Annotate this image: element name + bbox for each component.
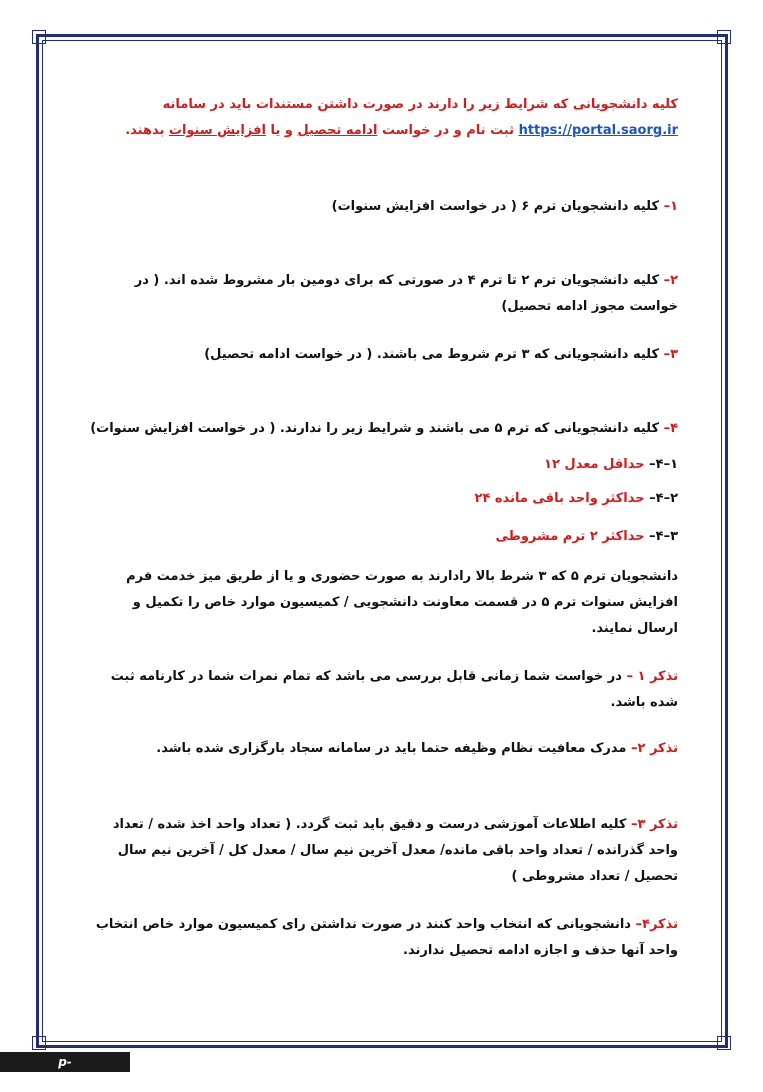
intro-text-4: بدهند.: [125, 123, 165, 138]
instruction-paragraph: دانشجویان ترم ۵ که ۳ شرط بالا رادارند به صورت حضوری و یا از طریق میز خدمت فرم افزایش سنوات ترم ۵ در قسمت معاونت دانشجویی / کمیسیون موارد خاص را تکمیل و ارسال نمایند.: [126, 569, 678, 636]
intro-text-2: ثبت نام و در خواست: [381, 123, 515, 138]
sub-item: [88, 486, 678, 512]
note-text: کلیه اطلاعات آموزشی درست و دقیق باید ثبت گردد. ( تعداد واحد اخذ شده / تعداد واحد گذرانده / تعداد واحد باقی مانده/ معدل آخرین نیم سال / معدل کل / آخرین نیم سال تحصیل / تعداد مشروطی ): [112, 817, 678, 884]
sub-item: [88, 452, 678, 478]
item-number: ۱–: [663, 199, 678, 214]
intro-paragraph: [88, 92, 678, 144]
note: [88, 736, 678, 762]
note-text: در خواست شما زمانی قابل بررسی می باشد که تمام نمرات شما در کارنامه ثبت شده باشد.: [110, 669, 678, 710]
border-corner-ornament: [32, 1036, 46, 1050]
sub-item-number: ۳–۴–: [649, 529, 678, 544]
border-corner-ornament: [32, 30, 46, 44]
note-label: تذکر ۲–: [630, 741, 678, 756]
border-corner-ornament: [717, 1036, 731, 1050]
note: [88, 912, 678, 964]
note: [88, 664, 678, 716]
sub-item: [88, 524, 678, 550]
list-item: [88, 268, 678, 320]
item-text: کلیه دانشجویان ترم ۲ تا ترم ۴ در صورتی که برای دومین بار مشروط شده اند. ( در خواست مجوز ادامه تحصیل): [134, 273, 678, 314]
item-number: ۴–: [663, 421, 678, 436]
note-label: تذکر ۱ –: [626, 669, 678, 684]
list-item: [88, 342, 678, 368]
sub-item-number: ۲–۴–: [649, 491, 678, 506]
intro-underlined-2: افزایش سنوات: [168, 123, 266, 138]
item-number: ۲–: [663, 273, 678, 288]
item-number: ۳–: [663, 347, 678, 362]
note: [88, 812, 678, 890]
note-text: مدرک معافیت نظام وظیفه حتما باید در سامانه سجاد بارگزاری شده باشد.: [156, 741, 627, 756]
intro-text-1: کلیه دانشجویانی که شرایط زیر را دارند در صورت داشتن مستندات باید در سامانه: [162, 97, 678, 112]
item-text: کلیه دانشجویان ترم ۶ ( در خواست افزایش سنوات): [331, 199, 660, 214]
border-corner-ornament: [717, 30, 731, 44]
sub-item-number: ۱–۴–: [649, 457, 678, 472]
item-text: کلیه دانشجویانی که ۳ ترم شروط می باشند. ( در خواست ادامه تحصیل): [204, 347, 660, 362]
intro-text-3: و یا: [270, 123, 293, 138]
list-item: [88, 194, 678, 220]
sub-item-text: حداقل معدل ۱۲: [544, 457, 645, 472]
list-item: [88, 416, 678, 442]
sub-item-text: حداکثر ۲ ترم مشروطی: [495, 529, 645, 544]
item-text: کلیه دانشجویانی که ترم ۵ می باشند و شرایط زیر را ندارند. ( در خواست افزایش سنوات): [90, 421, 660, 436]
portal-link[interactable]: https://portal.saorg.ir: [518, 123, 678, 138]
note-text: دانشجویانی که انتخاب واحد کنند در صورت نداشتن رای کمیسیون موارد خاص انتخاب واحد آنها حذف و اجازه ادامه تحصیل ندارند.: [95, 917, 678, 958]
sub-item-text: حداکثر واحد باقی مانده ۲۴: [474, 491, 645, 506]
note-label: تذکر۴–: [635, 917, 678, 932]
intro-underlined-1: ادامه تحصیل: [297, 123, 378, 138]
site-url-watermark: p-golpayegan.tvu.ac.ir: [0, 1052, 130, 1072]
note-label: تذکر ۳–: [630, 817, 678, 832]
